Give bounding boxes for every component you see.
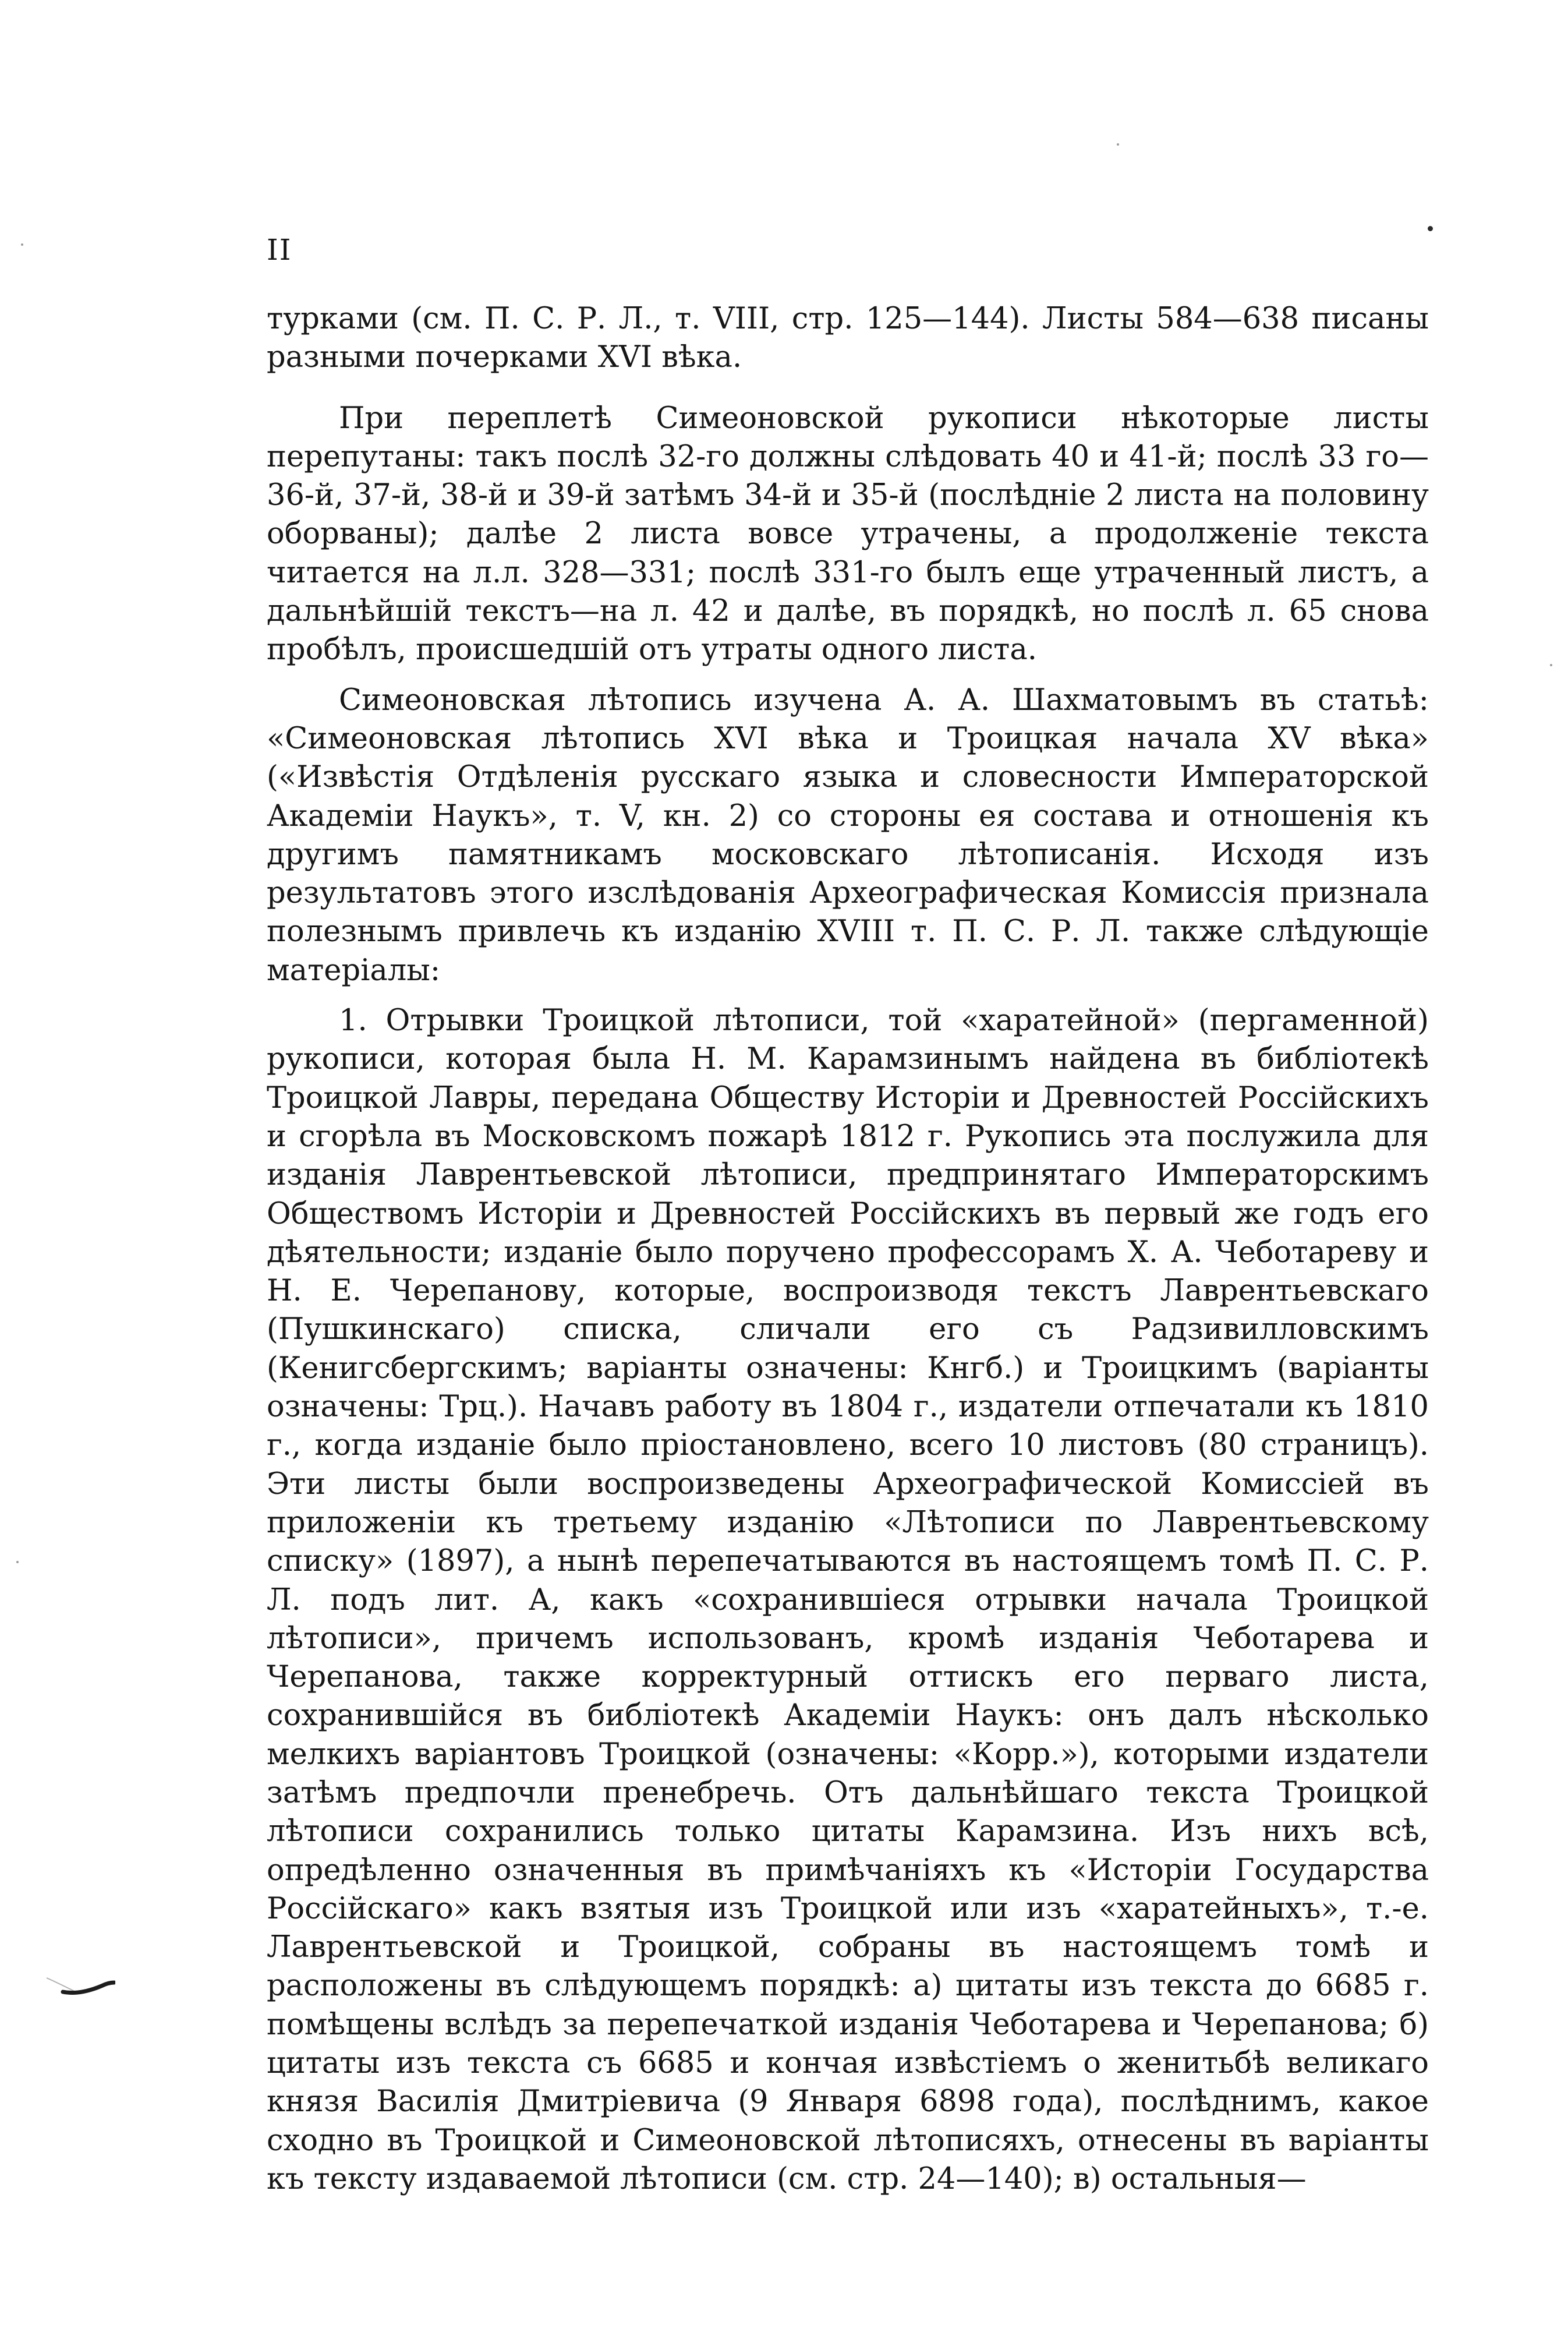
page-number: II [267,233,292,267]
scan-speck [16,1561,19,1563]
paragraph-shakhmatov-study: Симеоновская лѣтопись изучена А. А. Шахматовымъ въ статьѣ: «Симеоновская лѣтопись XVI вѣка и Троицкая начала XV вѣка» («Извѣстія Отдѣленія русскаго языка и словесности Императорской Академіи Наукъ», т. V, кн. 2) со стороны ея состава и отношенія къ другимъ памятникамъ московскаго лѣтописанія. Исходя изъ результатовъ этого изслѣдованія Археографическая Комиссія признала полезнымъ привлечь къ изданію XVIII т. П. С. Р. Л. также слѣдующіе матеріалы: [267,683,1429,988]
paragraph-trinity-fragments: 1. Отрывки Троицкой лѣтописи, той «харатейной» (пергаменной) рукописи, которая была Н. М. Карамзинымъ найдена въ библіотекѣ Троицкой Лавры, передана Обществу Исторіи и Древностей Россійскихъ и сгорѣла въ Московскомъ пожарѣ 1812 г. Рукопись эта послужила для изданія Лаврентьевской лѣтописи, предпринятаго Императорскимъ Обществомъ Исторіи и Древностей Россійскихъ въ первый же годъ его дѣятельности; изданіе было поручено профессорамъ Х. А. Чеботареву и Н. Е. Черепанову, которые, воспроизводя текстъ Лаврентьевскаго (Пушкинскаго) списка, сличали его съ Радзивилловскимъ (Кенигсбергскимъ; варіанты означены: Кнгб.) и Троицкимъ (варіанты означены: Трц.). Начавъ работу въ 1804 г., издатели отпечатали къ 1810 г., когда изданіе было пріостановлено, всего 10 листовъ (80 страницъ). Эти листы были воспроизведены Археографической Комиссіей въ приложеніи къ третьему изданію «Лѣтописи по Лаврентьевскому списку» (1897), а нынѣ перепечатываются въ настоящемъ томѣ П. С. Р. Л. подъ лит. А, какъ «сохранившіеся отрывки начала Троицкой лѣтописи», причемъ использованъ, кромѣ изданія Чеботарева и Черепанова, также корректурный оттискъ его перваго листа, сохранившійся въ библіотекѣ Академіи Наукъ: онъ далъ нѣсколько мелкихъ варіантовъ Троицкой (означены: «Корр.»), которыми издатели затѣмъ предпочли пренебречь. Отъ дальнѣйшаго текста Троицкой лѣтописи сохранились только цитаты Карамзина. Изъ нихъ всѣ, опредѣленно означенныя въ примѣчаніяхъ къ «Исторіи Государства Россійскаго» какъ взятыя изъ Троицкой или изъ «харатейныхъ», т.-е. Лаврентьевской и Троицкой, собраны въ настоящемъ томѣ и расположены въ слѣдующемъ порядкѣ: а) цитаты изъ текста до 6685 г. помѣщены вслѣдъ за перепечаткой изданія Чеботарева и Черепанова; б) цитаты изъ текста съ 6685 и кончая извѣстіемъ о женитьбѣ великаго князя Василія Дмитріевича (9 Января 6898 года), послѣднимъ, какое сходно въ Троицкой и Симеоновской лѣтописяхъ, отнесены въ варіанты къ тексту издаваемой лѣтописи (см. стр. 24—140); в) остальныя— [267,1004,1429,2196]
scan-speck [1117,143,1119,146]
margin-mark [45,1974,115,2000]
paragraph-binding-order: При переплетѣ Симеоновской рукописи нѣкоторые листы перепутаны: такъ послѣ 32-го должны слѣдовать 40 и 41-й; послѣ 33 го—36-й, 37-й, 38-й и 39-й затѣмъ 34-й и 35-й (послѣдніе 2 листа на половину оборваны); далѣе 2 листа вовсе утрачены, а продолженіе текста читается на л.л. 328—331; послѣ 331-го былъ еще утраченный листъ, а дальнѣйшій текстъ—на л. 42 и далѣе, въ порядкѣ, но послѣ л. 65 снова пробѣлъ, происшедшій отъ утраты одного листа. [267,401,1429,667]
scan-speck [21,243,23,246]
scan-speck [1550,664,1552,666]
paragraph-continuation: турками (см. П. С. Р. Л., т. VIII, стр. 125—144). Листы 584—638 писаны разными почерками XVI вѣка. [267,302,1429,375]
scan-speck [1428,226,1433,231]
main-text [267,300,1429,2199]
